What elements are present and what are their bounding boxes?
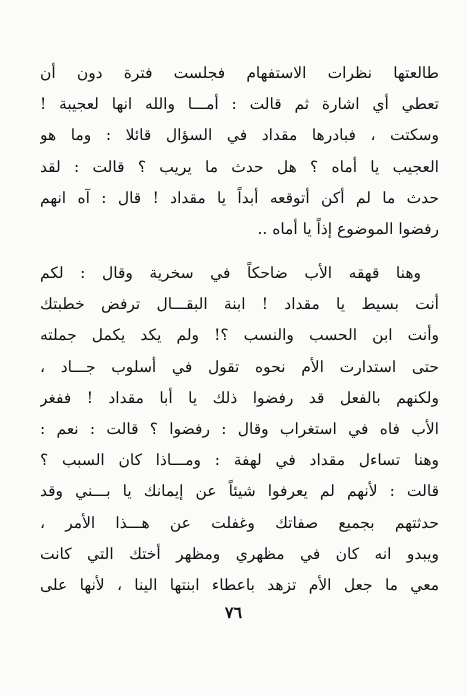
text-line: حتى استدارت الأم نحوه تقول في أسلوب جـــاد ،: [40, 357, 439, 376]
text-line: قالت : لأنهم لم يعرفوا شيئاً عن إيمانك يا بـــني وقد: [40, 482, 439, 501]
text-line: حدث ما لم أكن أتوقعه أبداً يا مقداد ! قال : آه انهم: [40, 188, 439, 207]
page-number: ٧٦: [224, 603, 243, 622]
text-line: معي ما جعل الأم تزهد باعطاء ابنتها الينا ، لأنها على: [40, 575, 439, 594]
text-line: تعطي أي اشارة ثم قالت : أمـــا والله انها لعجيبة !: [40, 95, 439, 114]
paragraph-2: [40, 258, 439, 601]
text-line: وأنت ابن الحسب والنسب ؟! ولم يكد يكمل جملته: [40, 326, 439, 345]
text-line: وسكتت ، فبادرها مقداد في السؤال قائلا : وما هو: [40, 126, 439, 145]
text-line: ويبدو انه كان في مظهري ومظهر أختك التي كانت: [40, 544, 439, 563]
text-line: حدثتهم بجميع صفاتك وغفلت عن هـــذا الأمر ،: [40, 513, 439, 532]
text-line: العجيب يا أماه ؟ هل حدث ما يريب ؟ قالت : لقد: [40, 157, 439, 176]
text-line: طالعتها نظرات الاستفهام فجلست فترة دون أن: [40, 64, 439, 82]
text-line: الأب فاه في استغراب وقال : رفضوا ؟ قالت : نعم :: [40, 419, 439, 438]
text-line: وهنا تساءل مقداد في لهفة : ومـــاذا كان السبب ؟: [40, 451, 439, 470]
paragraph-1: [40, 58, 439, 245]
text-line: رفضوا الموضوع إذاً يا أماه ..: [257, 219, 439, 238]
text-line: ولكنهم بالفعل قد رفضوا ذلك يا أبا مقداد ! ففغر: [40, 388, 439, 407]
text-line: وهنا قهقه الأب ضاحكاً في سخرية وقال : لكم: [40, 264, 421, 282]
text-line: أنت بسيط يا مقداد ! ابنة البقـــال ترفض خطبتك: [40, 295, 439, 314]
